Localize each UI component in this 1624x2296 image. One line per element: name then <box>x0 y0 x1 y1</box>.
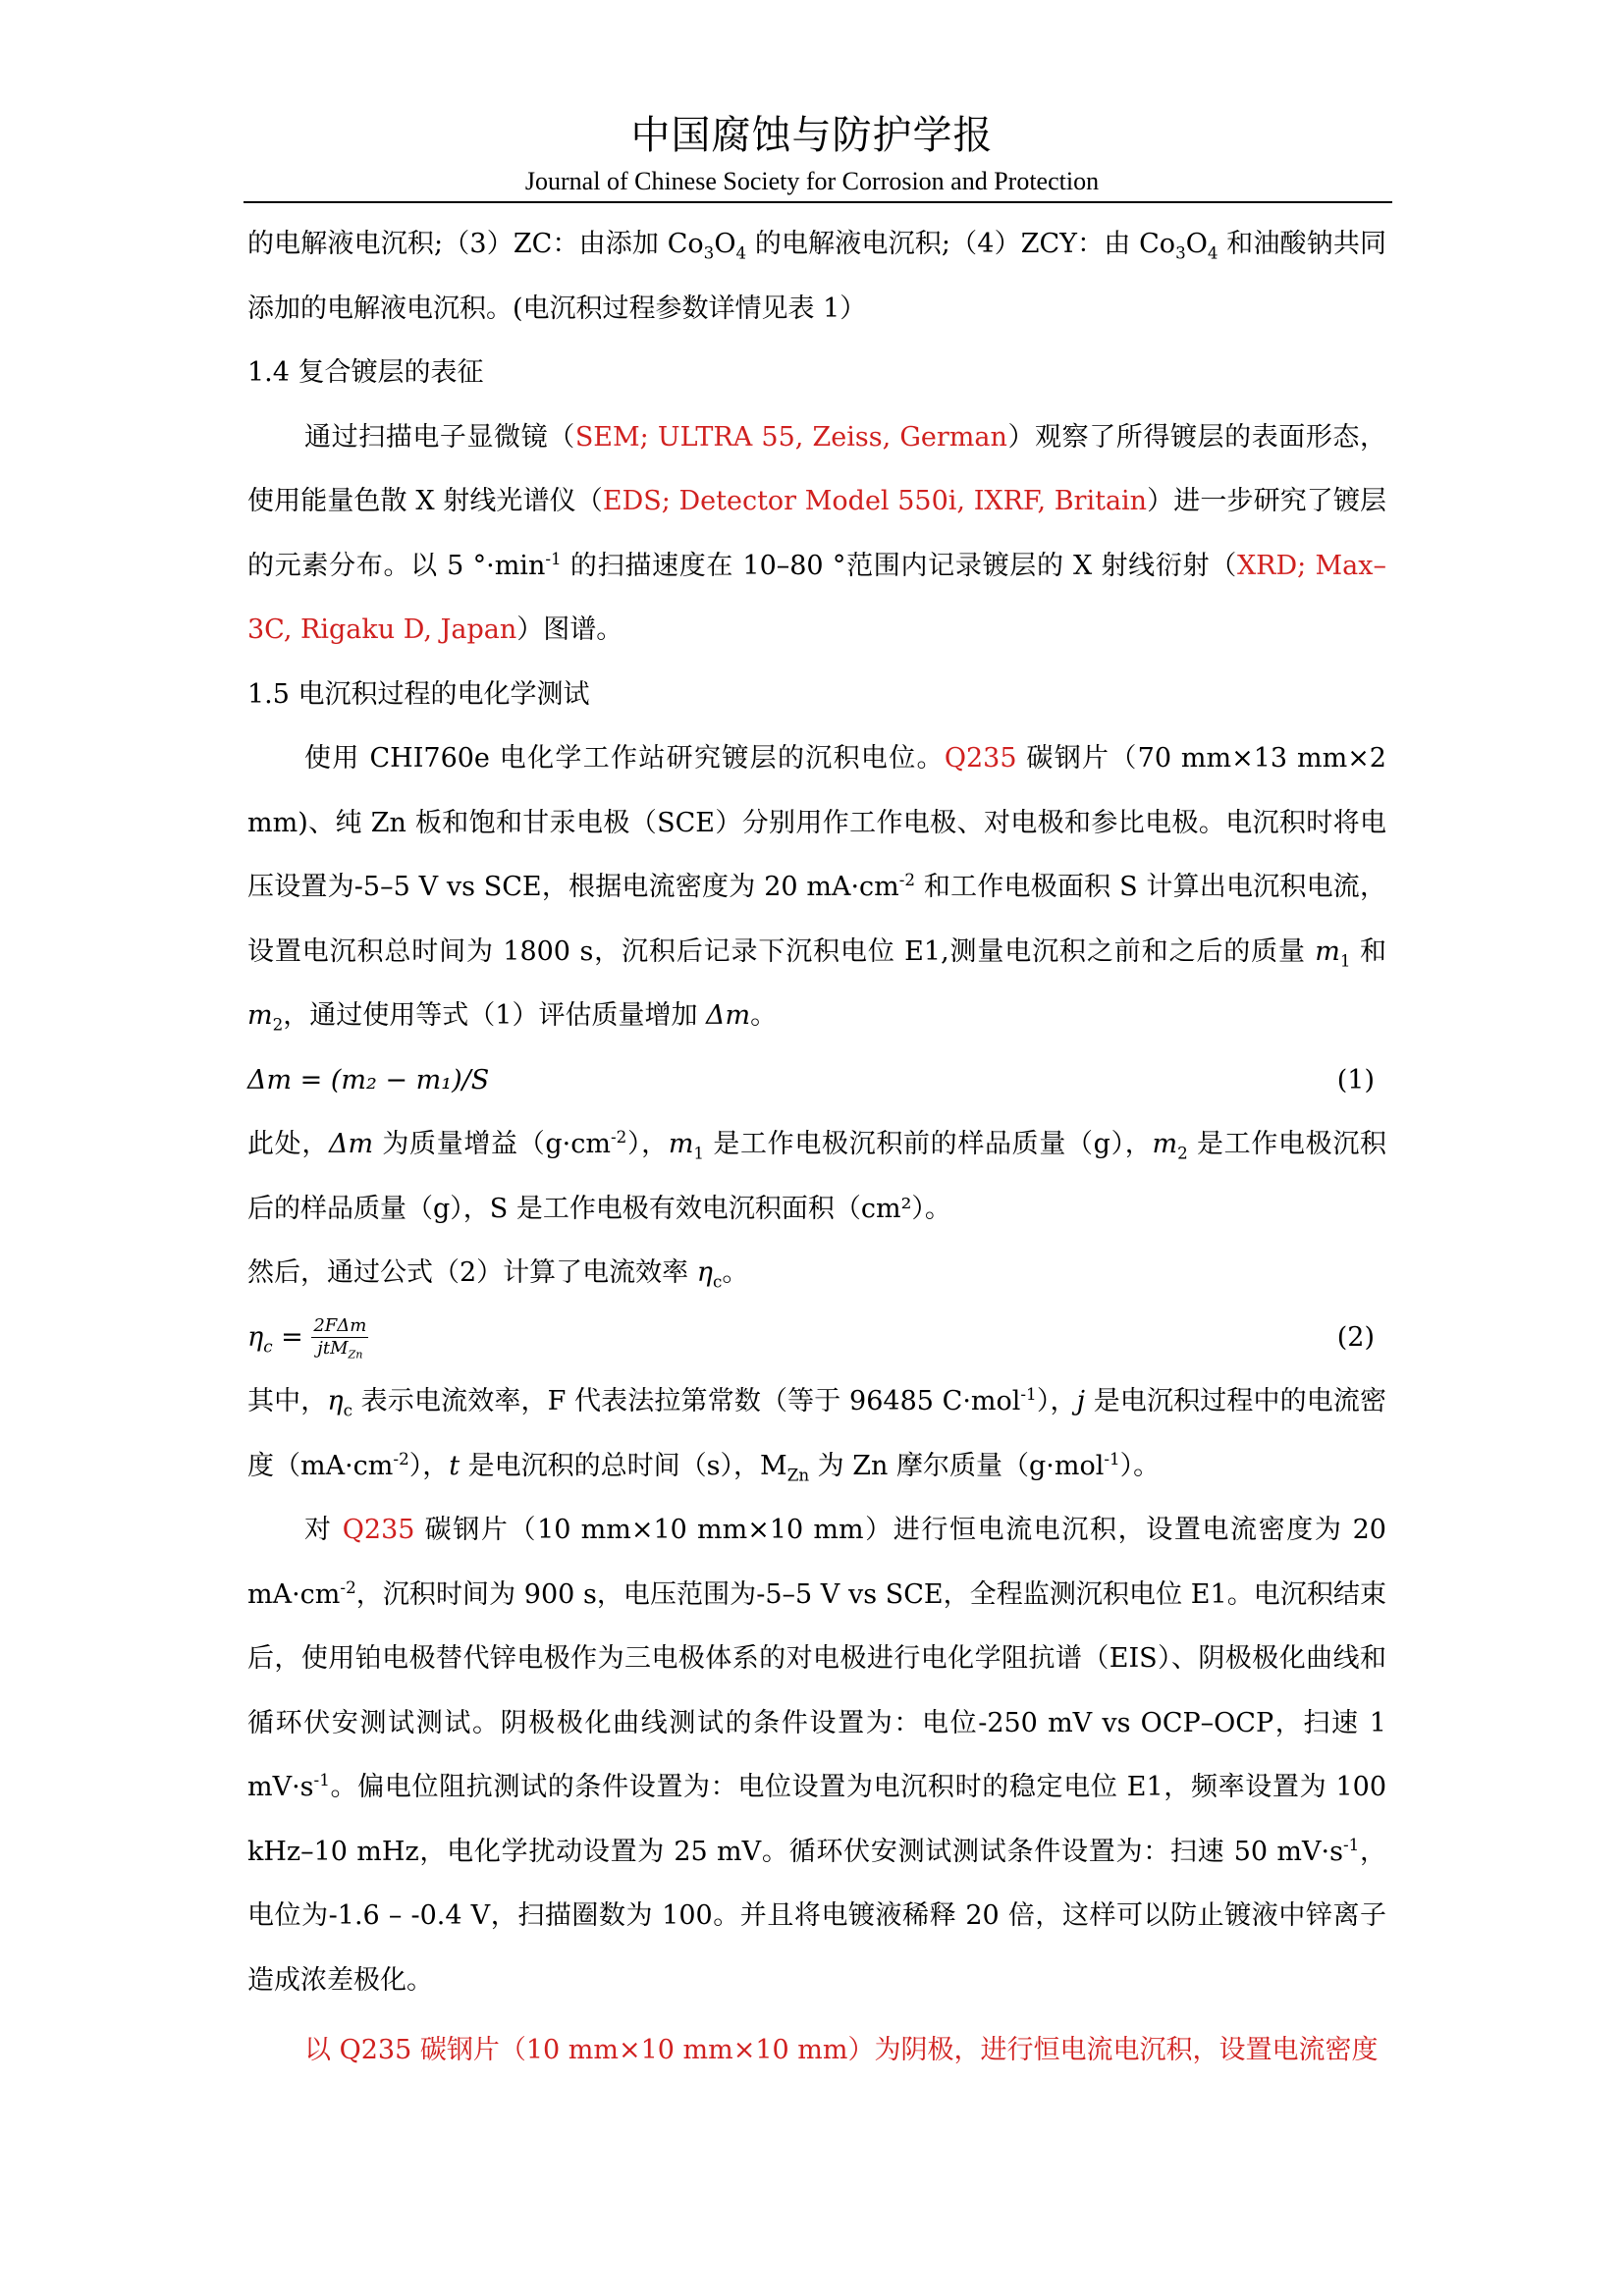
equation-1-expression: Δm = (m₂ − m₁)/S <box>247 1064 490 1095</box>
paragraph-efficiency-definitions <box>247 1369 1386 1498</box>
paragraph-current-efficiency-intro <box>247 1241 1386 1306</box>
subscript: 4 <box>735 242 747 263</box>
subscript: 2 <box>1177 1143 1188 1163</box>
math-var: m <box>247 1000 273 1031</box>
subscript: c <box>343 1400 352 1420</box>
superscript: -1 <box>545 548 562 568</box>
text-run: 其中， <box>247 1386 328 1416</box>
text-run: 是工作电极沉积前的样品质量（g）， <box>704 1129 1153 1159</box>
subscript: Zn <box>786 1464 810 1484</box>
text-run: 为 Zn 摩尔质量（g·mol <box>809 1450 1105 1481</box>
text-run: ）进一步研究了镀层的元素分布。以 5 °·min <box>247 486 1387 581</box>
text-run: 碳钢片（70 mm×13 mm×2 mm)、纯 Zn 板和饱和甘汞电极（SCE）分别用作工作电极、对电极和参比电极。电沉积时将电压设置为-5–5 V vs SCE，根据电流密度为 20 mA·cm <box>247 743 1386 902</box>
paragraph-galvanostatic-test <box>247 1498 1386 2012</box>
fraction-numerator: 2FΔm <box>313 1314 367 1336</box>
text-run: 使用 CHI760e 电化学工作站研究镀层的沉积电位。 <box>304 743 945 774</box>
highlight-xrd: XRD; Max–3C, Rigaku D, Japan <box>247 550 1386 645</box>
math-var: η <box>696 1257 713 1288</box>
subscript: 3 <box>703 242 715 263</box>
text-run: ，电位为-1.6 – -0.4 V，扫描圈数为 100。并且将电镀液稀释 20 倍，这样可以防止镀液中锌离子造成浓差极化。 <box>247 1836 1386 1996</box>
text-run: ，沉积时间为 900 s，电压范围为-5–5 V vs SCE，全程监测沉积电位 E1。电沉积结束后，使用铂电极替代锌电极作为三电极体系的对电极进行电化学阻抗谱（EIS）、阴极极化曲线和循环伏安测试测试。阴极极化曲线测试的条件设置为：电位-250 mV vs OCP–OCP，扫速 1 mV·s <box>247 1578 1386 1802</box>
math-var: m <box>1152 1129 1178 1159</box>
superscript: -1 <box>313 1770 330 1789</box>
math-var: Δm <box>329 1129 374 1159</box>
equation-1 <box>247 1048 1386 1113</box>
subscript: 1 <box>693 1143 705 1163</box>
subscript: Zn <box>348 1348 363 1362</box>
document-body <box>247 212 1386 2083</box>
math-var: jtM <box>317 1337 349 1359</box>
text-run: 碳钢片（10 mm×10 mm×10 mm）进行恒电流电沉积，设置电流密度为 20 mA·cm <box>247 1515 1386 1610</box>
math-var: η <box>327 1386 344 1416</box>
journal-title-en: Journal of Chinese Society for Corrosion and Protection <box>524 167 1100 195</box>
subscript: 3 <box>1175 242 1186 263</box>
superscript: -1 <box>1020 1384 1037 1404</box>
equation-2-number: (2) <box>1336 1321 1375 1353</box>
text-run: 是电沉积过程中的电流密度（mA·cm <box>247 1386 1387 1481</box>
math-var: Δm <box>706 1000 751 1031</box>
math-var: m <box>1315 935 1340 967</box>
equation-2-lhs <box>247 1306 273 1370</box>
text-run: 此处， <box>247 1129 330 1159</box>
section-heading-1-5: 1.5 电沉积过程的电化学测试 <box>247 678 590 710</box>
paragraph-characterization <box>247 405 1386 663</box>
text-run: 通过扫描电子显微镜（ <box>304 421 575 453</box>
text-run: ）。 <box>1119 1450 1161 1481</box>
text-run: 为质量增益（g·cm <box>373 1129 611 1159</box>
text-run: 对 <box>304 1515 343 1545</box>
subscript: c <box>712 1271 723 1292</box>
text-run: ）， <box>408 1450 450 1481</box>
text-run: 和工作电极面积 S 计算出电沉积电流，设置电沉积总时间为 1800 s，沉积后记录下沉积电位 E1,测量电沉积之前和之后的质量 <box>247 872 1386 967</box>
superscript: -2 <box>393 1448 409 1468</box>
superscript: -1 <box>1104 1448 1120 1468</box>
text-run: 的电解液电沉积;（3）ZC：由添加 Co <box>247 229 704 259</box>
paragraph-electrolyte-groups <box>247 212 1386 341</box>
text-run: ）图谱。 <box>516 614 623 645</box>
subscript: c <box>263 1335 273 1356</box>
text-run: 。偏电位阻抗测试的条件设置为：电位设置为电沉积时的稳定电位 E1，频率设置为 100 kHz–10 mHz，电化学扰动设置为 25 mV。循环伏安测试测试条件设置为：扫速 50 mV·s <box>247 1772 1386 1867</box>
text-run: ）， <box>1036 1386 1077 1416</box>
paragraph-electrochemical-test <box>247 726 1386 1048</box>
fraction-denominator <box>311 1338 368 1360</box>
subscript: 4 <box>1207 242 1218 263</box>
equation-2-fraction <box>311 1315 368 1360</box>
text-run: O <box>714 229 736 259</box>
text-run: 。 <box>750 1000 778 1031</box>
equation-1-number: (1) <box>1336 1064 1375 1095</box>
math-var: m <box>668 1129 694 1159</box>
math-var: t <box>449 1450 460 1481</box>
text-run: 表示电流效率，F 代表法拉第常数（等于 96485 C·mol <box>352 1386 1021 1416</box>
highlight-sem: SEM; ULTRA 55, Zeiss, German <box>574 421 1007 453</box>
highlight-eds: EDS; Detector Model 550i, IXRF, Britain <box>602 486 1148 516</box>
text-run: 。 <box>722 1257 749 1288</box>
superscript: -2 <box>898 870 916 889</box>
superscript: -1 <box>1342 1834 1360 1854</box>
text-run: 的扫描速度在 10–80 °范围内记录镀层的 X 射线衍射（ <box>561 550 1237 581</box>
superscript: -2 <box>340 1576 356 1597</box>
math-var: η <box>247 1321 264 1353</box>
equation-2 <box>247 1306 1386 1370</box>
highlight-q235: Q235 <box>944 743 1017 774</box>
header-divider <box>244 201 1392 203</box>
superscript: -2 <box>610 1127 627 1147</box>
text-run: 然后，通过公式（2）计算了电流效率 <box>247 1257 697 1288</box>
text-run: 和 <box>1350 935 1386 967</box>
text-run: ）观察了所得镀层的表面形态，使用能量色散 X 射线光谱仪（ <box>247 421 1387 516</box>
highlight-q235: Q235 <box>342 1515 415 1545</box>
paragraph-revision-red: 以 Q235 碳钢片（10 mm×10 mm×10 mm）为阴极，进行恒电流电沉积，设置电流密度 <box>304 2035 1379 2065</box>
text-run: 和油酸钠共同添加的电解液电沉积。(电沉积过程参数详情见表 1） <box>247 229 1386 324</box>
math-var: j <box>1076 1386 1085 1416</box>
section-heading-1-4: 1.4 复合镀层的表征 <box>247 357 484 388</box>
text-run: 是电沉积的总时间（s），M <box>460 1450 787 1481</box>
text-run: O <box>1185 229 1208 259</box>
text-run: 是工作电极沉积后的样品质量（g），S 是工作电极有效电沉积面积（cm²）。 <box>247 1129 1387 1224</box>
paragraph-variable-definitions <box>247 1112 1386 1241</box>
subscript: 2 <box>272 1014 284 1035</box>
equals-sign: = <box>272 1321 312 1353</box>
text-run: ，通过使用等式（1）评估质量增加 <box>283 1000 707 1031</box>
text-run: ）， <box>626 1129 669 1159</box>
journal-title-cn: 中国腐蚀与防护学报 <box>630 113 994 158</box>
subscript: 1 <box>1339 949 1351 970</box>
text-run: 的电解液电沉积;（4）ZCY：由 Co <box>746 229 1176 259</box>
